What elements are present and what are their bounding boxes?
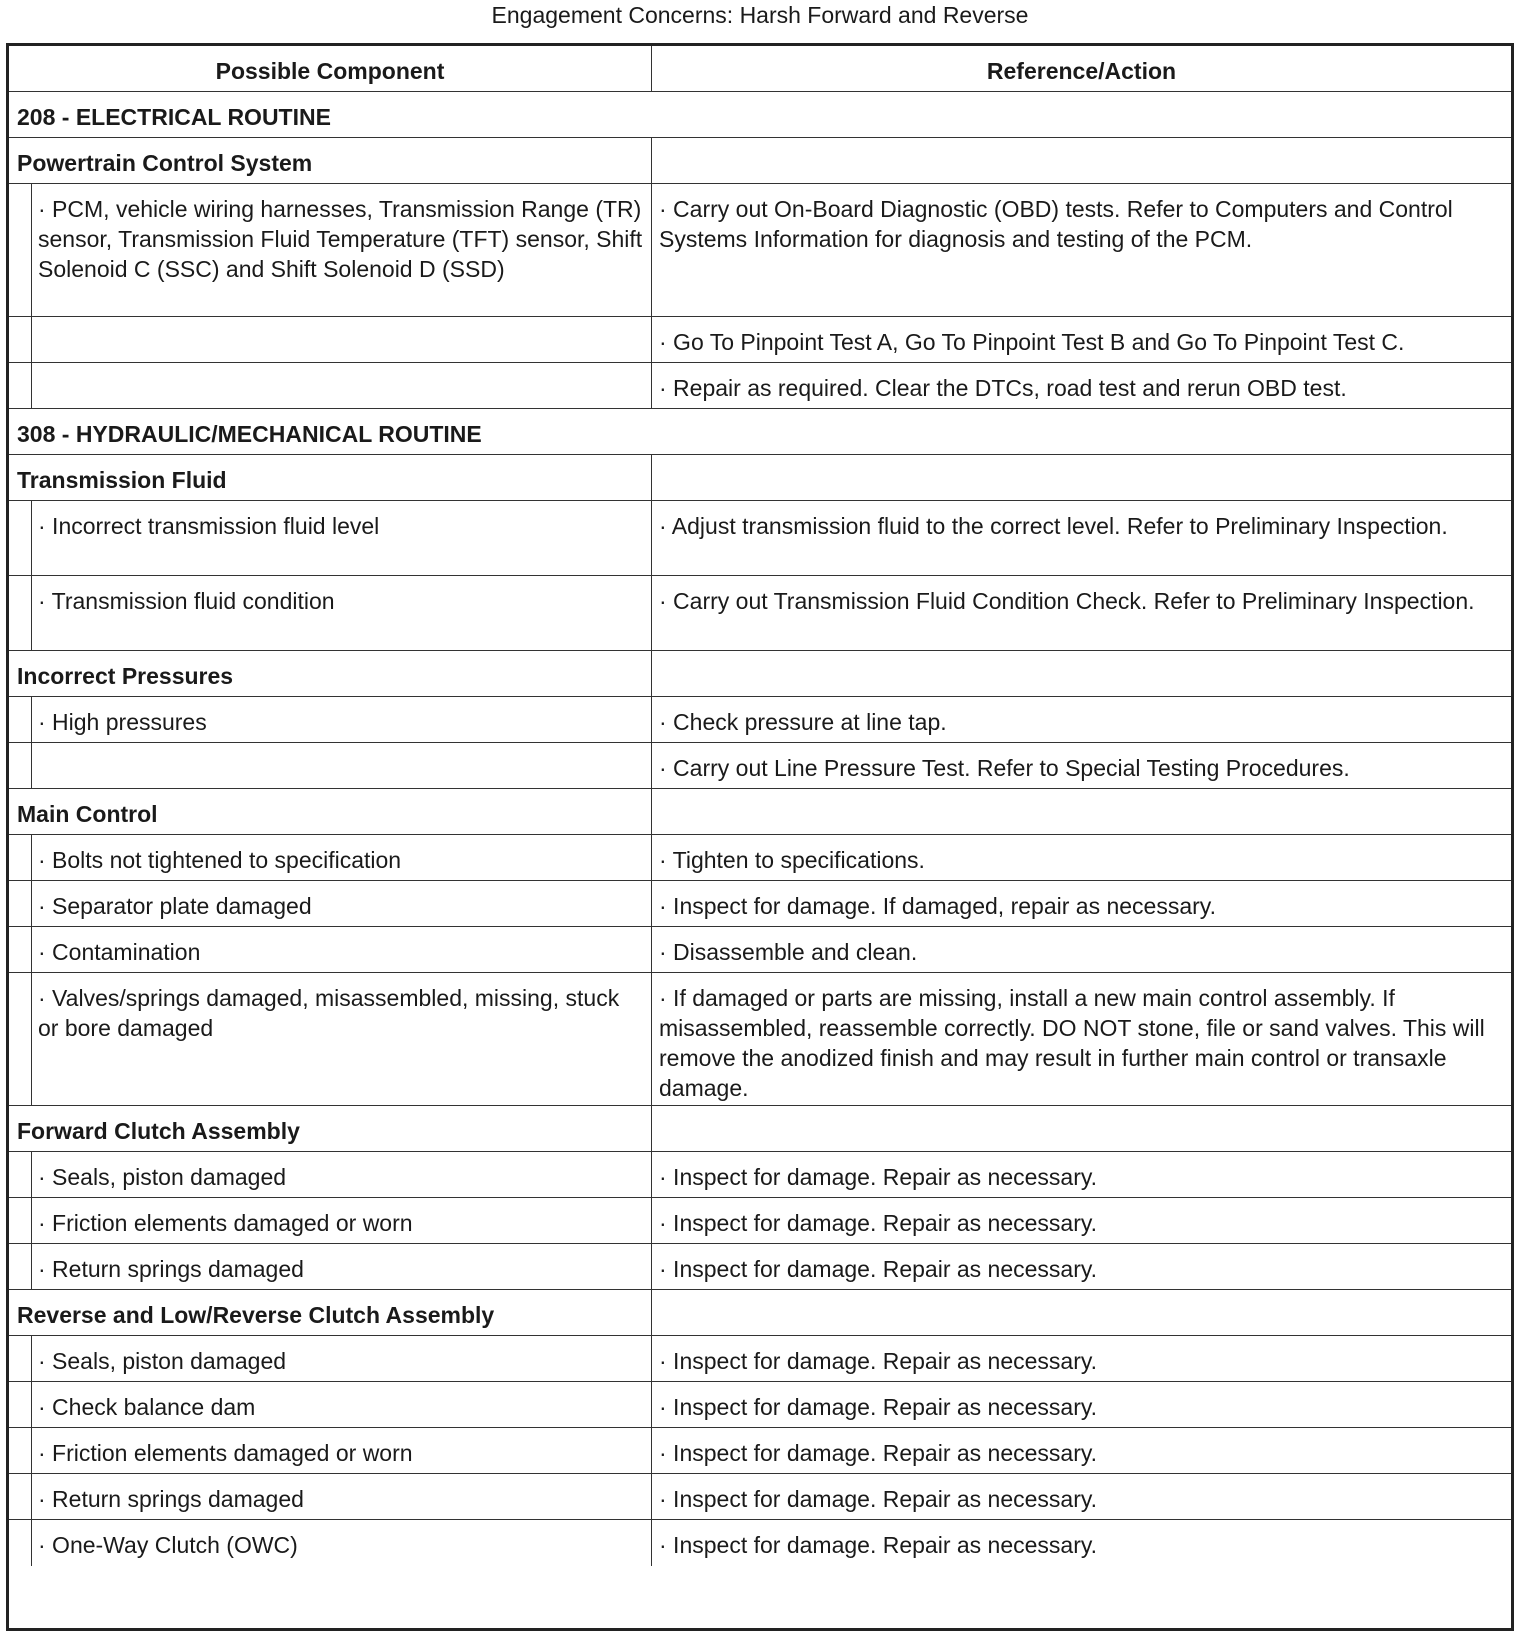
indent-cell [9, 927, 32, 972]
indent-cell [9, 835, 32, 880]
component-cell: · Seals, piston damaged [32, 1336, 652, 1381]
action-cell: · Inspect for damage. Repair as necessary. [659, 1532, 1098, 1558]
indent-cell [9, 1428, 32, 1473]
table-row [9, 576, 1511, 651]
action-cell: · Adjust transmission fluid to the correct level. Refer to Preliminary Inspection. [659, 513, 1448, 539]
group-row [9, 789, 1511, 835]
action-cell: · If damaged or parts are missing, install a new main control assembly. If misassembled, reassemble correctly. DO NOT stone, file or sand valves. This will remove the anodized finish and may result in further main control or transaxle damage. [659, 985, 1485, 1101]
action-cell: · Inspect for damage. Repair as necessary. [659, 1256, 1098, 1282]
table-row [9, 973, 1511, 1106]
group-action-cell [652, 138, 1511, 183]
component-cell: · Return springs damaged [32, 1474, 652, 1519]
action-cell: · Inspect for damage. Repair as necessary. [659, 1164, 1098, 1190]
action-cell: · Repair as required. Clear the DTCs, road test and rerun OBD test. [659, 375, 1347, 401]
table-row [9, 1244, 1511, 1290]
section-title: 308 - HYDRAULIC/MECHANICAL ROUTINE [17, 421, 482, 447]
component-cell: · Transmission fluid condition [32, 576, 652, 650]
table-row [9, 881, 1511, 927]
action-cell: · Tighten to specifications. [659, 847, 925, 873]
table-row [9, 743, 1511, 789]
group-action-cell [652, 1290, 1511, 1335]
indent-cell [9, 881, 32, 926]
action-cell: · Carry out On-Board Diagnostic (OBD) tests. Refer to Computers and Control Systems Information for diagnosis and testing of the PCM. [659, 196, 1453, 252]
table-row [9, 1474, 1511, 1520]
component-cell: · Valves/springs damaged, misassembled, missing, stuck or bore damaged [32, 973, 652, 1105]
group-row [9, 651, 1511, 697]
indent-cell [9, 184, 32, 316]
component-cell: · One-Way Clutch (OWC) [32, 1520, 652, 1566]
group-title: Forward Clutch Assembly [9, 1106, 652, 1151]
group-action-cell [652, 455, 1511, 500]
action-cell: · Inspect for damage. Repair as necessary. [659, 1210, 1098, 1236]
component-cell: · Check balance dam [32, 1382, 652, 1427]
table-row [9, 835, 1511, 881]
indent-cell [9, 973, 32, 1105]
action-cell: · Carry out Line Pressure Test. Refer to Special Testing Procedures. [659, 755, 1350, 781]
component-cell: · Bolts not tightened to specification [32, 835, 652, 880]
table-row [9, 501, 1511, 576]
component-cell [32, 317, 652, 362]
component-cell: · PCM, vehicle wiring harnesses, Transmission Range (TR) sensor, Transmission Fluid Temperature (TFT) sensor, Shift Solenoid C (SSC) and Shift Solenoid D (SSD) [32, 184, 652, 316]
component-cell: · Return springs damaged [32, 1244, 652, 1289]
group-action-cell [652, 1106, 1511, 1151]
table-row [9, 1382, 1511, 1428]
indent-cell [9, 1198, 32, 1243]
action-cell: · Go To Pinpoint Test A, Go To Pinpoint Test B and Go To Pinpoint Test C. [659, 329, 1405, 355]
action-cell: · Inspect for damage. Repair as necessary. [659, 1394, 1098, 1420]
indent-cell [9, 363, 32, 408]
group-row [9, 138, 1511, 184]
group-action-cell [652, 789, 1511, 834]
action-cell: · Carry out Transmission Fluid Condition Check. Refer to Preliminary Inspection. [659, 588, 1475, 614]
action-cell: · Check pressure at line tap. [659, 709, 947, 735]
indent-cell [9, 697, 32, 742]
indent-cell [9, 1382, 32, 1427]
indent-cell [9, 1520, 32, 1566]
column-header-reference-action: Reference/Action [986, 58, 1177, 84]
indent-cell [9, 501, 32, 575]
indent-cell [9, 576, 32, 650]
component-cell: · Friction elements damaged or worn [32, 1198, 652, 1243]
table-row [9, 363, 1511, 409]
section-row [9, 92, 1511, 138]
section-row [9, 409, 1511, 455]
column-header-possible-component: Possible Component [9, 46, 652, 91]
indent-cell [9, 1474, 32, 1519]
indent-cell [9, 1244, 32, 1289]
table-row [9, 184, 1511, 317]
table-row [9, 1428, 1511, 1474]
group-row [9, 455, 1511, 501]
table-row [9, 1152, 1511, 1198]
component-cell: · Friction elements damaged or worn [32, 1428, 652, 1473]
table-header-row [9, 46, 1511, 92]
table-row [9, 927, 1511, 973]
table-row [9, 1520, 1511, 1566]
table-row [9, 1336, 1511, 1382]
table-row [9, 697, 1511, 743]
indent-cell [9, 743, 32, 788]
group-title: Powertrain Control System [9, 138, 652, 183]
section-title: 208 - ELECTRICAL ROUTINE [17, 104, 331, 130]
table-row [9, 1198, 1511, 1244]
action-cell: · Inspect for damage. Repair as necessary. [659, 1348, 1098, 1374]
component-cell: · High pressures [32, 697, 652, 742]
group-title: Main Control [9, 789, 652, 834]
component-cell [32, 743, 652, 788]
component-cell: · Incorrect transmission fluid level [32, 501, 652, 575]
indent-cell [9, 1336, 32, 1381]
action-cell: · Inspect for damage. If damaged, repair as necessary. [659, 893, 1216, 919]
action-cell: · Inspect for damage. Repair as necessary. [659, 1440, 1098, 1466]
table-row [9, 317, 1511, 363]
group-row [9, 1106, 1511, 1152]
indent-cell [9, 1152, 32, 1197]
group-row [9, 1290, 1511, 1336]
indent-cell [9, 317, 32, 362]
diagnosis-table [6, 43, 1514, 1631]
component-cell [32, 363, 652, 408]
action-cell: · Inspect for damage. Repair as necessary. [659, 1486, 1098, 1512]
component-cell: · Separator plate damaged [32, 881, 652, 926]
component-cell: · Contamination [32, 927, 652, 972]
group-title: Incorrect Pressures [9, 651, 652, 696]
group-title: Reverse and Low/Reverse Clutch Assembly [9, 1290, 652, 1335]
group-title: Transmission Fluid [9, 455, 652, 500]
action-cell: · Disassemble and clean. [659, 939, 918, 965]
component-cell: · Seals, piston damaged [32, 1152, 652, 1197]
group-action-cell [652, 651, 1511, 696]
document-title: Engagement Concerns: Harsh Forward and Reverse [491, 2, 1029, 28]
